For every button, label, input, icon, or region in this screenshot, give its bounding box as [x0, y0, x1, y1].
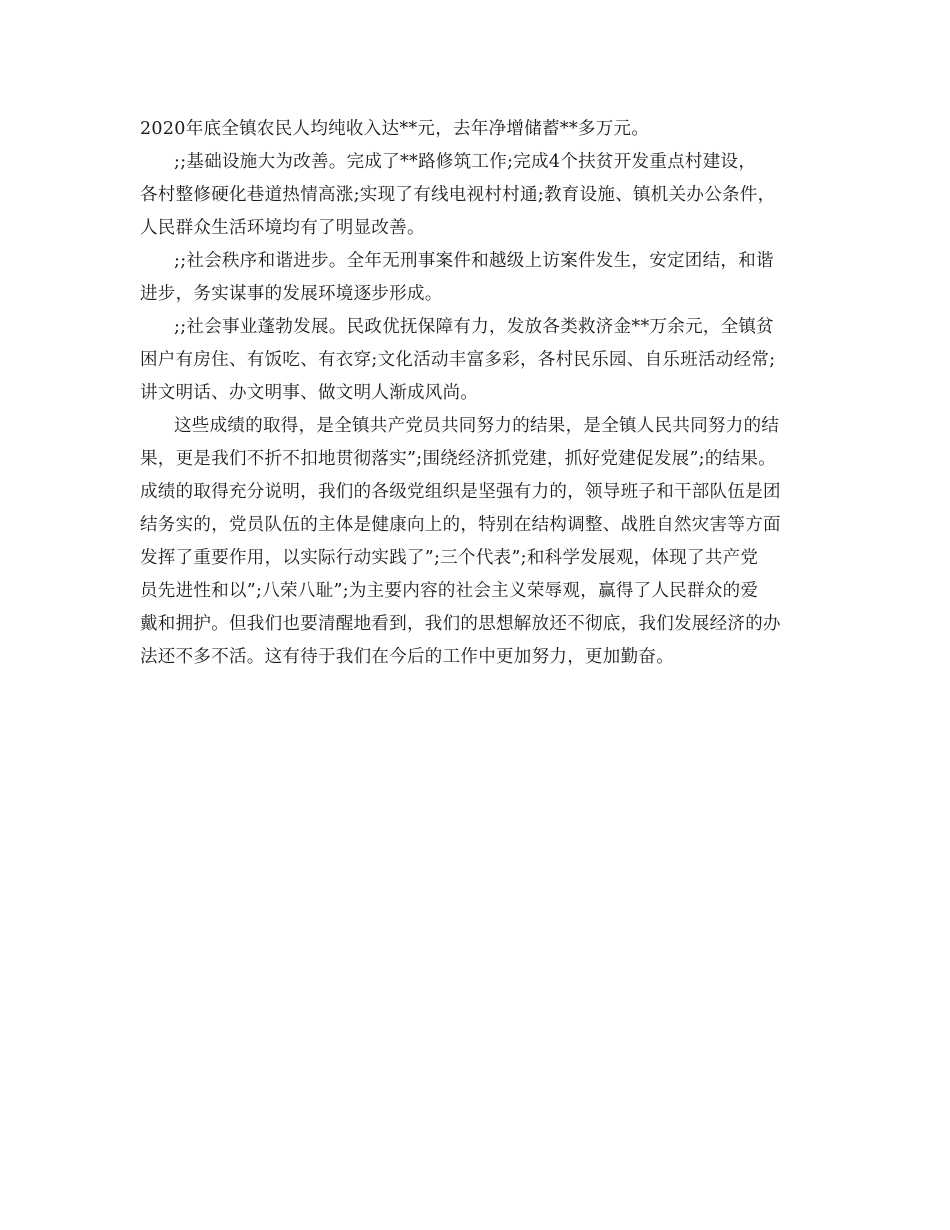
document-body [140, 113, 830, 674]
text-line: 员先进性和以”;八荣八耻”;为主要内容的社会主义荣辱观，赢得了人民群众的爱 [140, 581, 759, 601]
text-line: ;;社会秩序和谐进步。全年无刑事案件和越级上访案件发生，安定团结，和谐 [174, 251, 774, 271]
text-line: 2020年底全镇农民人均纯收入达**元，去年净增储蓄**多万元。 [140, 119, 650, 139]
text-line: ;;基础设施大为改善。完成了**路修筑工作;完成4个扶贫开发重点村建设， [174, 152, 757, 172]
text-line: 讲文明话、办文明事、做文明人渐成风尚。 [140, 383, 479, 403]
paragraph-income [140, 113, 830, 146]
text-line: 困户有房住、有饭吃、有衣穿;文化活动丰富多彩，各村民乐园、自乐班活动经常; [140, 350, 776, 370]
text-line: 各村整修硬化巷道热情高涨;实现了有线电视村村通;教育设施、镇机关办公条件， [140, 185, 776, 205]
text-line: 戴和拥护。但我们也要清醒地看到，我们的思想解放还不彻底，我们发展经济的办 [140, 614, 781, 634]
text-line: 结务实的，党员队伍的主体是健康向上的，特别在结构调整、战胜自然灾害等方面 [140, 515, 781, 535]
text-line: 进步，务实谋事的发展环境逐步形成。 [140, 284, 443, 304]
text-line: 发挥了重要作用，以实际行动实践了”;三个代表”;和科学发展观，体现了共产党 [140, 548, 759, 568]
text-line: 果，更是我们不折不扣地贯彻落实”;围绕经济抓党建，抓好党建促发展”;的结果。 [140, 449, 777, 469]
text-line: 成绩的取得充分说明，我们的各级党组织是坚强有力的，领导班子和干部队伍是团 [140, 482, 781, 502]
paragraph-social-undertakings [140, 311, 830, 410]
text-line: 这些成绩的取得，是全镇共产党员共同努力的结果，是全镇人民共同努力的结 [174, 416, 780, 436]
text-line: ;;社会事业蓬勃发展。民政优抚保障有力，发放各类救济金**万余元，全镇贫 [174, 317, 775, 337]
text-line: 人民群众生活环境均有了明显改善。 [140, 218, 425, 238]
paragraph-achievements [140, 410, 830, 674]
paragraph-social-order [140, 245, 830, 311]
text-line: 法还不多不活。这有待于我们在今后的工作中更加努力，更加勤奋。 [140, 647, 674, 667]
paragraph-infrastructure [140, 146, 830, 245]
